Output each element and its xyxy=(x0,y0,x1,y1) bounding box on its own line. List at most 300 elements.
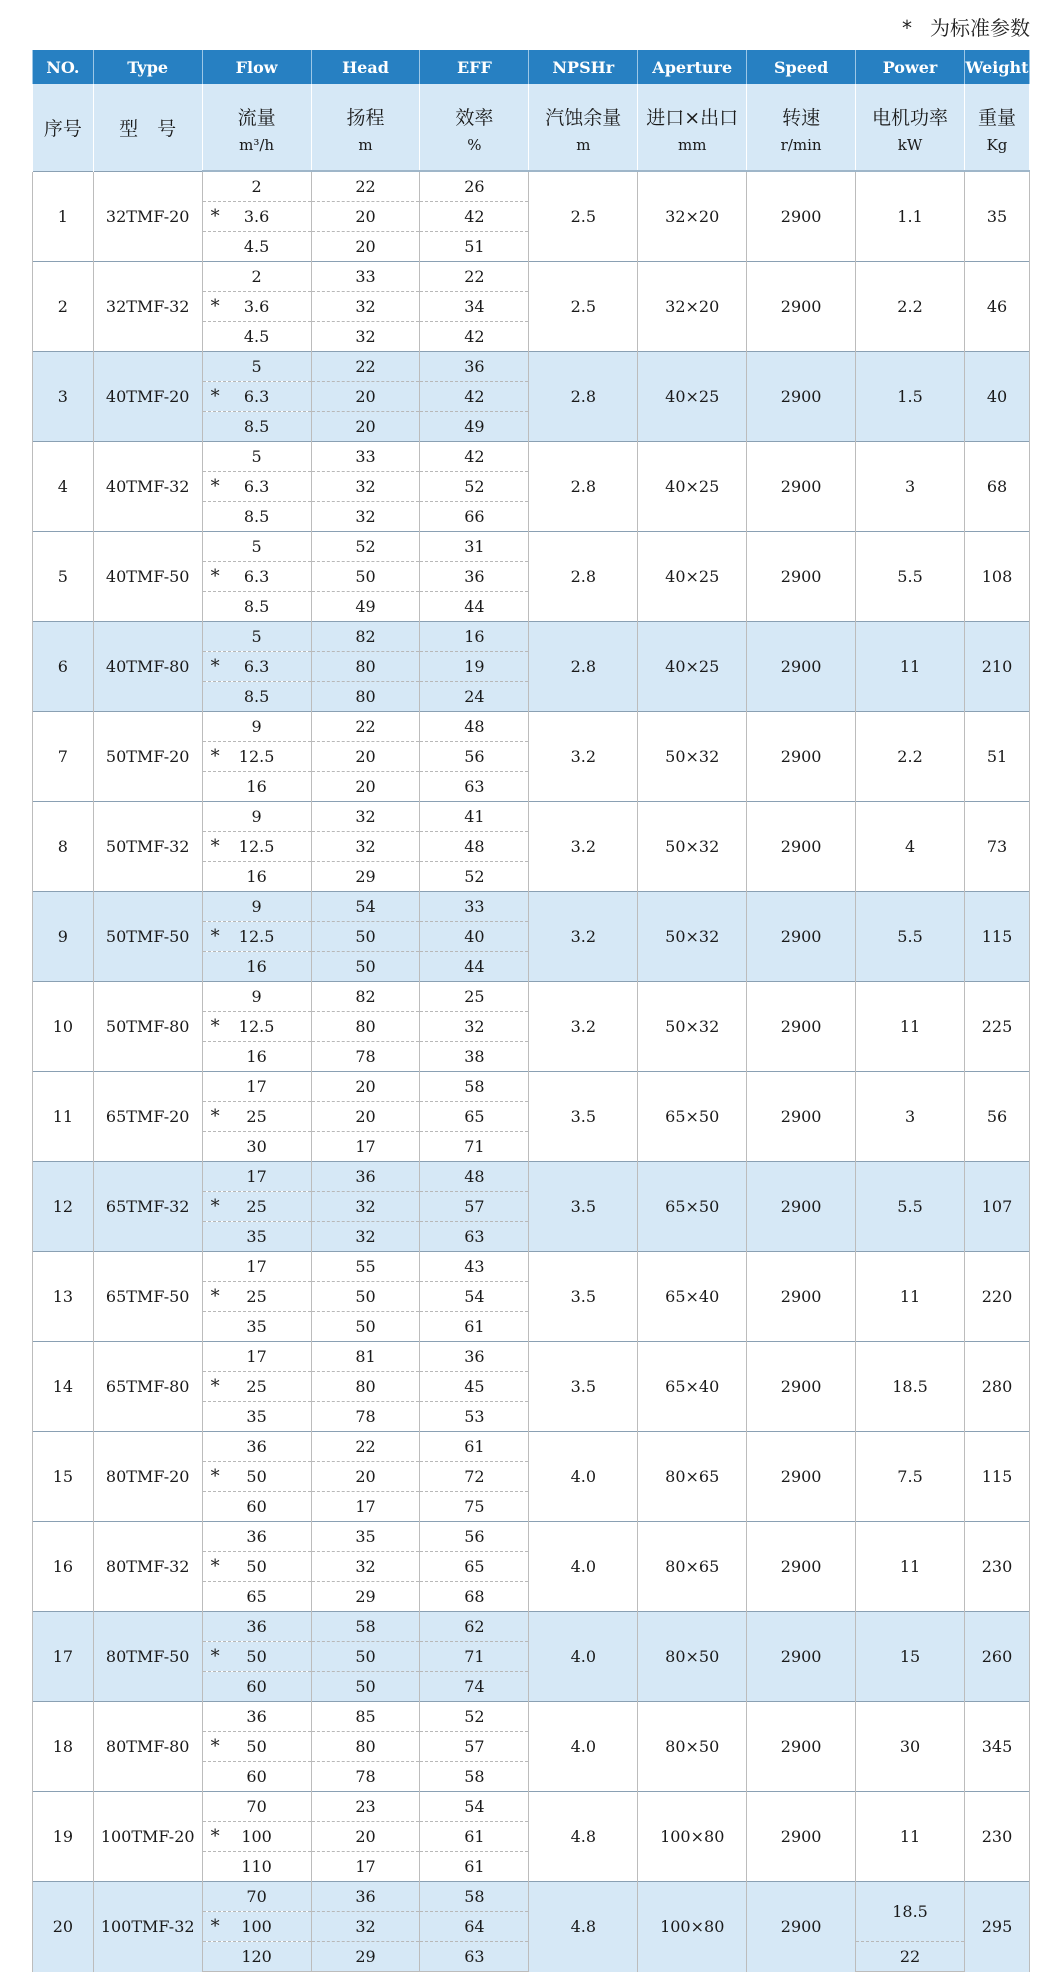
row-number: 3 xyxy=(33,352,94,442)
power-value: 2.2 xyxy=(856,262,965,352)
flow-value: 2 xyxy=(251,267,262,286)
speed-value: 2900 xyxy=(747,171,856,262)
pump-type: 100TMF-20 xyxy=(93,1792,202,1882)
npshr-value: 3.2 xyxy=(529,712,638,802)
efficiency-value: 36 xyxy=(420,352,529,382)
row-number: 6 xyxy=(33,622,94,712)
efficiency-value: 65 xyxy=(420,1552,529,1582)
head-value: 22 xyxy=(311,1432,420,1462)
pump-type: 40TMF-32 xyxy=(93,442,202,532)
row-number: 2 xyxy=(33,262,94,352)
standard-asterisk-marker: * xyxy=(210,656,220,677)
header-cn-aperture: 进口×出口 xyxy=(638,84,747,134)
head-value: 32 xyxy=(311,802,420,832)
flow-cell xyxy=(202,1642,311,1672)
npshr-value: 4.0 xyxy=(529,1432,638,1522)
head-value: 29 xyxy=(311,1582,420,1612)
flow-value: 9 xyxy=(251,717,262,736)
efficiency-value: 71 xyxy=(420,1132,529,1162)
power-value: 30 xyxy=(856,1702,965,1792)
flow-value: 2 xyxy=(251,177,262,196)
power-value: 2.2 xyxy=(856,712,965,802)
flow-value: 50 xyxy=(246,1467,267,1486)
standard-asterisk-marker: * xyxy=(210,476,220,497)
power-value: 11 xyxy=(856,1252,965,1342)
efficiency-value: 54 xyxy=(420,1282,529,1312)
npshr-value: 3.5 xyxy=(529,1342,638,1432)
weight-value: 280 xyxy=(964,1342,1029,1432)
flow-cell xyxy=(202,892,311,922)
speed-value: 2900 xyxy=(747,1162,856,1252)
head-value: 36 xyxy=(311,1882,420,1912)
pump-parameter-table xyxy=(32,50,1030,1972)
power-value: 11 xyxy=(856,982,965,1072)
flow-cell xyxy=(202,232,311,262)
header-speed: Speed xyxy=(747,50,856,84)
flow-value: 36 xyxy=(246,1707,267,1726)
speed-value: 2900 xyxy=(747,712,856,802)
aperture-value: 100×80 xyxy=(638,1882,747,1972)
head-value: 80 xyxy=(311,652,420,682)
aperture-value: 100×80 xyxy=(638,1792,747,1882)
flow-value: 12.5 xyxy=(238,747,275,766)
header-cn-eff: 效率 xyxy=(420,84,529,134)
row-number: 10 xyxy=(33,982,94,1072)
table-row xyxy=(33,1792,1030,1822)
power-value: 1.5 xyxy=(856,352,965,442)
weight-value: 46 xyxy=(964,262,1029,352)
flow-value: 60 xyxy=(246,1677,267,1696)
flow-value: 6.3 xyxy=(243,387,270,406)
efficiency-value: 58 xyxy=(420,1762,529,1792)
efficiency-value: 44 xyxy=(420,592,529,622)
flow-cell xyxy=(202,1882,311,1912)
head-value: 20 xyxy=(311,742,420,772)
flow-cell xyxy=(202,1942,311,1972)
speed-value: 2900 xyxy=(747,1792,856,1882)
header-cn-no: 序号 xyxy=(33,84,94,171)
head-value: 78 xyxy=(311,1042,420,1072)
flow-cell xyxy=(202,1222,311,1252)
flow-value: 16 xyxy=(246,867,267,886)
npshr-value: 2.5 xyxy=(529,171,638,262)
flow-value: 60 xyxy=(246,1767,267,1786)
speed-value: 2900 xyxy=(747,622,856,712)
flow-value: 35 xyxy=(246,1317,267,1336)
efficiency-value: 52 xyxy=(420,1702,529,1732)
unit-npshr: m xyxy=(529,134,638,171)
head-value: 50 xyxy=(311,952,420,982)
pump-type: 65TMF-32 xyxy=(93,1162,202,1252)
speed-value: 2900 xyxy=(747,442,856,532)
efficiency-value: 32 xyxy=(420,1012,529,1042)
standard-asterisk-marker: * xyxy=(210,836,220,857)
aperture-value: 32×20 xyxy=(638,262,747,352)
speed-value: 2900 xyxy=(747,1252,856,1342)
flow-cell xyxy=(202,622,311,652)
weight-value: 210 xyxy=(964,622,1029,712)
standard-asterisk-marker: * xyxy=(210,1466,220,1487)
flow-value: 5 xyxy=(251,357,262,376)
flow-value: 100 xyxy=(241,1917,272,1936)
flow-cell xyxy=(202,1192,311,1222)
flow-cell xyxy=(202,772,311,802)
efficiency-value: 31 xyxy=(420,532,529,562)
efficiency-value: 62 xyxy=(420,1612,529,1642)
speed-value: 2900 xyxy=(747,1342,856,1432)
pump-type: 100TMF-32 xyxy=(93,1882,202,1972)
npshr-value: 3.5 xyxy=(529,1162,638,1252)
head-value: 22 xyxy=(311,712,420,742)
standard-asterisk-marker: * xyxy=(210,1376,220,1397)
efficiency-value: 65 xyxy=(420,1102,529,1132)
efficiency-value: 48 xyxy=(420,1162,529,1192)
head-value: 20 xyxy=(311,412,420,442)
flow-value: 16 xyxy=(246,1047,267,1066)
speed-value: 2900 xyxy=(747,1882,856,1972)
row-number: 18 xyxy=(33,1702,94,1792)
npshr-value: 3.2 xyxy=(529,982,638,1072)
head-value: 20 xyxy=(311,202,420,232)
header-no: NO. xyxy=(33,50,94,84)
power-value: 3 xyxy=(856,442,965,532)
power-value: 1.1 xyxy=(856,171,965,262)
pump-type: 40TMF-20 xyxy=(93,352,202,442)
table-row xyxy=(33,1342,1030,1372)
flow-value: 12.5 xyxy=(238,927,275,946)
weight-value: 51 xyxy=(964,712,1029,802)
head-value: 20 xyxy=(311,1462,420,1492)
speed-value: 2900 xyxy=(747,802,856,892)
flow-value: 5 xyxy=(251,447,262,466)
standard-asterisk-marker: * xyxy=(210,1196,220,1217)
head-value: 50 xyxy=(311,1282,420,1312)
npshr-value: 2.8 xyxy=(529,442,638,532)
flow-cell xyxy=(202,472,311,502)
head-value: 80 xyxy=(311,1012,420,1042)
standard-asterisk-marker: * xyxy=(210,1646,220,1667)
table-body xyxy=(33,171,1030,1972)
flow-cell xyxy=(202,832,311,862)
efficiency-value: 45 xyxy=(420,1372,529,1402)
speed-value: 2900 xyxy=(747,1702,856,1792)
head-value: 80 xyxy=(311,1372,420,1402)
row-number: 12 xyxy=(33,1162,94,1252)
weight-value: 115 xyxy=(964,1432,1029,1522)
speed-value: 2900 xyxy=(747,1072,856,1162)
npshr-value: 2.5 xyxy=(529,262,638,352)
flow-value: 25 xyxy=(246,1377,267,1396)
head-value: 17 xyxy=(311,1492,420,1522)
head-value: 49 xyxy=(311,592,420,622)
flow-cell xyxy=(202,1282,311,1312)
aperture-value: 80×50 xyxy=(638,1702,747,1792)
flow-value: 100 xyxy=(241,1827,272,1846)
npshr-value: 3.2 xyxy=(529,892,638,982)
table-row xyxy=(33,1612,1030,1642)
aperture-value: 50×32 xyxy=(638,982,747,1072)
header-row-english xyxy=(33,50,1030,84)
standard-asterisk-marker: * xyxy=(210,386,220,407)
flow-cell xyxy=(202,412,311,442)
header-power: Power xyxy=(856,50,965,84)
flow-value: 110 xyxy=(241,1857,272,1876)
head-value: 50 xyxy=(311,1672,420,1702)
flow-cell xyxy=(202,1492,311,1522)
npshr-value: 3.2 xyxy=(529,802,638,892)
head-value: 33 xyxy=(311,262,420,292)
head-value: 23 xyxy=(311,1792,420,1822)
header-cn-type: 型 号 xyxy=(93,84,202,171)
flow-value: 120 xyxy=(241,1947,272,1966)
standard-asterisk-marker: * xyxy=(210,566,220,587)
efficiency-value: 64 xyxy=(420,1912,529,1942)
efficiency-value: 66 xyxy=(420,502,529,532)
flow-cell xyxy=(202,1042,311,1072)
flow-cell xyxy=(202,1792,311,1822)
flow-value: 16 xyxy=(246,777,267,796)
flow-value: 8.5 xyxy=(243,507,270,526)
flow-cell xyxy=(202,712,311,742)
pump-type: 50TMF-50 xyxy=(93,892,202,982)
weight-value: 56 xyxy=(964,1072,1029,1162)
efficiency-value: 56 xyxy=(420,1522,529,1552)
flow-cell xyxy=(202,802,311,832)
aperture-value: 80×65 xyxy=(638,1522,747,1612)
table-row xyxy=(33,1702,1030,1732)
table-row xyxy=(33,892,1030,922)
header-cn-speed: 转速 xyxy=(747,84,856,134)
asterisk-marker: * xyxy=(902,16,912,40)
head-value: 50 xyxy=(311,922,420,952)
power-value: 5.5 xyxy=(856,892,965,982)
flow-cell xyxy=(202,1522,311,1552)
row-number: 4 xyxy=(33,442,94,532)
flow-cell xyxy=(202,1132,311,1162)
header-flow: Flow xyxy=(202,50,311,84)
speed-value: 2900 xyxy=(747,892,856,982)
flow-cell xyxy=(202,442,311,472)
head-value: 32 xyxy=(311,1552,420,1582)
flow-value: 6.3 xyxy=(243,477,270,496)
header-cn-power: 电机功率 xyxy=(856,84,965,134)
weight-value: 345 xyxy=(964,1702,1029,1792)
weight-value: 107 xyxy=(964,1162,1029,1252)
flow-cell xyxy=(202,1312,311,1342)
row-number: 16 xyxy=(33,1522,94,1612)
flow-value: 36 xyxy=(246,1527,267,1546)
pump-type: 32TMF-20 xyxy=(93,171,202,262)
table-row xyxy=(33,262,1030,292)
standard-asterisk-marker: * xyxy=(210,926,220,947)
flow-cell xyxy=(202,1102,311,1132)
standard-parameter-note xyxy=(902,12,1030,41)
header-eff: EFF xyxy=(420,50,529,84)
standard-asterisk-marker: * xyxy=(210,296,220,317)
flow-cell xyxy=(202,382,311,412)
standard-asterisk-marker: * xyxy=(210,1916,220,1937)
flow-value: 65 xyxy=(246,1587,267,1606)
efficiency-value: 61 xyxy=(420,1312,529,1342)
standard-asterisk-marker: * xyxy=(210,1106,220,1127)
efficiency-value: 49 xyxy=(420,412,529,442)
head-value: 32 xyxy=(311,1192,420,1222)
power-value: 18.5 xyxy=(856,1882,965,1942)
pump-type: 50TMF-80 xyxy=(93,982,202,1072)
flow-value: 36 xyxy=(246,1617,267,1636)
head-value: 20 xyxy=(311,232,420,262)
weight-value: 230 xyxy=(964,1522,1029,1612)
head-value: 17 xyxy=(311,1852,420,1882)
flow-cell xyxy=(202,742,311,772)
weight-value: 35 xyxy=(964,171,1029,262)
efficiency-value: 42 xyxy=(420,382,529,412)
head-value: 20 xyxy=(311,382,420,412)
efficiency-value: 44 xyxy=(420,952,529,982)
npshr-value: 4.8 xyxy=(529,1882,638,1972)
unit-speed: r/min xyxy=(747,134,856,171)
head-value: 36 xyxy=(311,1162,420,1192)
head-value: 32 xyxy=(311,502,420,532)
aperture-value: 40×25 xyxy=(638,532,747,622)
flow-cell xyxy=(202,1852,311,1882)
flow-cell xyxy=(202,982,311,1012)
efficiency-value: 52 xyxy=(420,472,529,502)
head-value: 54 xyxy=(311,892,420,922)
aperture-value: 65×40 xyxy=(638,1252,747,1342)
efficiency-value: 16 xyxy=(420,622,529,652)
npshr-value: 3.5 xyxy=(529,1252,638,1342)
efficiency-value: 61 xyxy=(420,1852,529,1882)
table-row xyxy=(33,352,1030,382)
head-value: 78 xyxy=(311,1402,420,1432)
efficiency-value: 72 xyxy=(420,1462,529,1492)
pump-type: 80TMF-32 xyxy=(93,1522,202,1612)
pump-type: 50TMF-32 xyxy=(93,802,202,892)
npshr-value: 2.8 xyxy=(529,352,638,442)
head-value: 52 xyxy=(311,532,420,562)
head-value: 81 xyxy=(311,1342,420,1372)
power-value-alt: 22 xyxy=(856,1942,965,1972)
efficiency-value: 61 xyxy=(420,1432,529,1462)
flow-cell xyxy=(202,1612,311,1642)
unit-weight: Kg xyxy=(964,134,1029,171)
flow-value: 9 xyxy=(251,987,262,1006)
flow-cell xyxy=(202,202,311,232)
npshr-value: 4.8 xyxy=(529,1792,638,1882)
efficiency-value: 61 xyxy=(420,1822,529,1852)
table-row xyxy=(33,1162,1030,1192)
flow-value: 9 xyxy=(251,807,262,826)
efficiency-value: 56 xyxy=(420,742,529,772)
efficiency-value: 75 xyxy=(420,1492,529,1522)
flow-cell xyxy=(202,592,311,622)
standard-asterisk-marker: * xyxy=(210,1286,220,1307)
aperture-value: 40×25 xyxy=(638,442,747,532)
efficiency-value: 34 xyxy=(420,292,529,322)
efficiency-value: 43 xyxy=(420,1252,529,1282)
head-value: 33 xyxy=(311,442,420,472)
standard-asterisk-marker: * xyxy=(210,1736,220,1757)
head-value: 50 xyxy=(311,1642,420,1672)
speed-value: 2900 xyxy=(747,262,856,352)
row-number: 13 xyxy=(33,1252,94,1342)
weight-value: 260 xyxy=(964,1612,1029,1702)
row-number: 17 xyxy=(33,1612,94,1702)
flow-cell xyxy=(202,292,311,322)
efficiency-value: 38 xyxy=(420,1042,529,1072)
row-number: 15 xyxy=(33,1432,94,1522)
head-value: 29 xyxy=(311,862,420,892)
flow-value: 8.5 xyxy=(243,417,270,436)
head-value: 22 xyxy=(311,352,420,382)
power-value: 11 xyxy=(856,622,965,712)
standard-asterisk-marker: * xyxy=(210,746,220,767)
pump-type: 80TMF-80 xyxy=(93,1702,202,1792)
speed-value: 2900 xyxy=(747,982,856,1072)
flow-cell xyxy=(202,1672,311,1702)
table-row xyxy=(33,532,1030,562)
aperture-value: 80×65 xyxy=(638,1432,747,1522)
flow-value: 3.6 xyxy=(243,297,270,316)
table-row xyxy=(33,1072,1030,1102)
efficiency-value: 42 xyxy=(420,322,529,352)
npshr-value: 2.8 xyxy=(529,622,638,712)
efficiency-value: 42 xyxy=(420,202,529,232)
weight-value: 108 xyxy=(964,532,1029,622)
flow-cell xyxy=(202,1072,311,1102)
flow-cell xyxy=(202,1822,311,1852)
weight-value: 295 xyxy=(964,1882,1029,1972)
standard-asterisk-marker: * xyxy=(210,1556,220,1577)
npshr-value: 4.0 xyxy=(529,1612,638,1702)
efficiency-value: 52 xyxy=(420,862,529,892)
table-row xyxy=(33,982,1030,1012)
efficiency-value: 36 xyxy=(420,1342,529,1372)
flow-cell xyxy=(202,502,311,532)
row-number: 7 xyxy=(33,712,94,802)
efficiency-value: 40 xyxy=(420,922,529,952)
power-value: 4 xyxy=(856,802,965,892)
flow-cell xyxy=(202,1582,311,1612)
pump-type: 40TMF-80 xyxy=(93,622,202,712)
pump-type: 65TMF-80 xyxy=(93,1342,202,1432)
header-cn-flow: 流量 xyxy=(202,84,311,134)
flow-value: 17 xyxy=(246,1167,267,1186)
flow-cell xyxy=(202,952,311,982)
head-value: 20 xyxy=(311,1822,420,1852)
flow-cell xyxy=(202,1162,311,1192)
weight-value: 115 xyxy=(964,892,1029,982)
efficiency-value: 58 xyxy=(420,1072,529,1102)
pump-type: 80TMF-50 xyxy=(93,1612,202,1702)
efficiency-value: 51 xyxy=(420,232,529,262)
unit-aperture: mm xyxy=(638,134,747,171)
efficiency-value: 25 xyxy=(420,982,529,1012)
flow-cell xyxy=(202,862,311,892)
power-value: 15 xyxy=(856,1612,965,1702)
head-value: 80 xyxy=(311,1732,420,1762)
flow-value: 70 xyxy=(246,1887,267,1906)
head-value: 78 xyxy=(311,1762,420,1792)
row-number: 5 xyxy=(33,532,94,622)
npshr-value: 2.8 xyxy=(529,532,638,622)
flow-value: 4.5 xyxy=(243,237,270,256)
header-cn-weight: 重量 xyxy=(964,84,1029,134)
head-value: 29 xyxy=(311,1942,420,1972)
flow-cell xyxy=(202,262,311,292)
header-aperture: Aperture xyxy=(638,50,747,84)
